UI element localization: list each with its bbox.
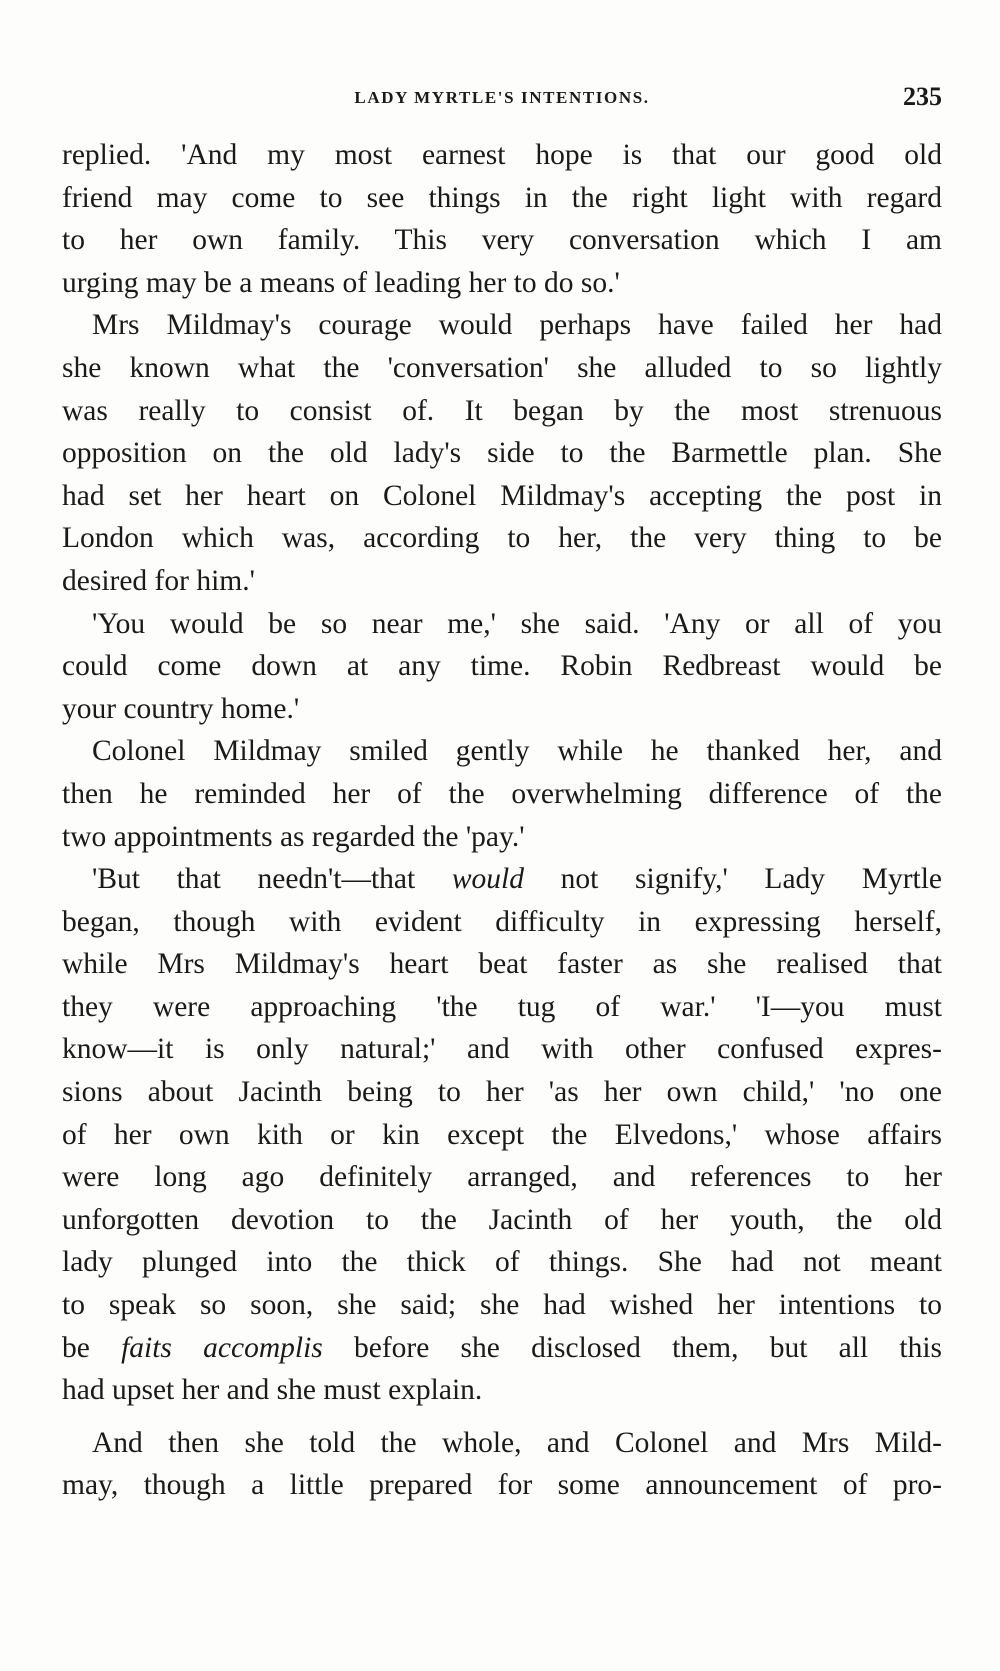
text-line: then he reminded her of the overwhelming difference of the (62, 777, 942, 810)
text-line: of her own kith or kin except the Elvedons,' whose affairs (62, 1118, 942, 1151)
text-line: two appointments as regarded the 'pay.' (62, 820, 525, 853)
text-segment: be (62, 1331, 122, 1364)
text-line: she known what the 'conversation' she alluded to so lightly (62, 351, 942, 384)
text-line: to her own family. This very conversation which I am (62, 224, 942, 257)
text-line: sions about Jacinth being to her 'as her own child,' 'no one (62, 1076, 942, 1109)
page-header (62, 82, 942, 116)
text-line: to speak so soon, she said; she had wished her intentions to (62, 1289, 942, 1322)
text-line: replied. 'And my most earnest hope is that our good old (62, 139, 942, 171)
text-line: friend may come to see things in the right light with regard (62, 181, 942, 214)
text-line: could come down at any time. Robin Redbreast would be (62, 650, 942, 683)
text-line: may, though a little prepared for some announcement of pro- (62, 1469, 942, 1502)
text-line: had set her heart on Colonel Mildmay's accepting the post in (62, 479, 942, 512)
text-line: they were approaching 'the tug of war.' 'I—you must (62, 990, 942, 1023)
text-line: 'You would be so near me,' she said. 'Any or all of you (92, 607, 942, 640)
text-line: Mrs Mildmay's courage would perhaps have failed her had (92, 309, 942, 342)
text-line: urging may be a means of leading her to do so.' (62, 266, 620, 299)
text-line: was really to consist of. It began by the most strenuous (62, 394, 942, 427)
text-line: And then she told the whole, and Colonel and Mrs Mild- (92, 1426, 942, 1459)
text-line: desired for him.' (62, 564, 255, 597)
text-line: were long ago definitely arranged, and references to her (62, 1161, 942, 1194)
text-line: lady plunged into the thick of things. She had not meant (62, 1246, 942, 1279)
page-number: 235 (903, 82, 942, 111)
italic-phrase: would (451, 863, 524, 896)
text-line: Colonel Mildmay smiled gently while he thanked her, and (92, 735, 942, 768)
text-segment: 'But that needn't—that (92, 863, 452, 896)
text-line: unforgotten devotion to the Jacinth of her youth, the old (62, 1203, 942, 1236)
text-line (62, 858, 942, 901)
body-text (62, 134, 942, 1634)
text-line: had upset her and she must explain. (62, 1374, 483, 1407)
text-segment: before she disclosed them, but all this (322, 1331, 942, 1364)
text-line (62, 1327, 942, 1370)
text-line: London which was, according to her, the very thing to be (62, 522, 942, 555)
italic-phrase: faits accomplis (121, 1331, 323, 1364)
text-line: while Mrs Mildmay's heart beat faster as she realised that (62, 948, 942, 981)
text-segment: not signify,' Lady Myrtle (524, 863, 942, 896)
text-line: opposition on the old lady's side to the Barmettle plan. She (62, 437, 942, 470)
text-line: began, though with evident difficulty in expressing herself, (62, 905, 942, 938)
text-line: know—it is only natural;' and with other confused expres- (62, 1033, 942, 1066)
running-head: LADY MYRTLE'S INTENTIONS. (354, 88, 650, 107)
text-line: your country home.' (62, 692, 300, 725)
